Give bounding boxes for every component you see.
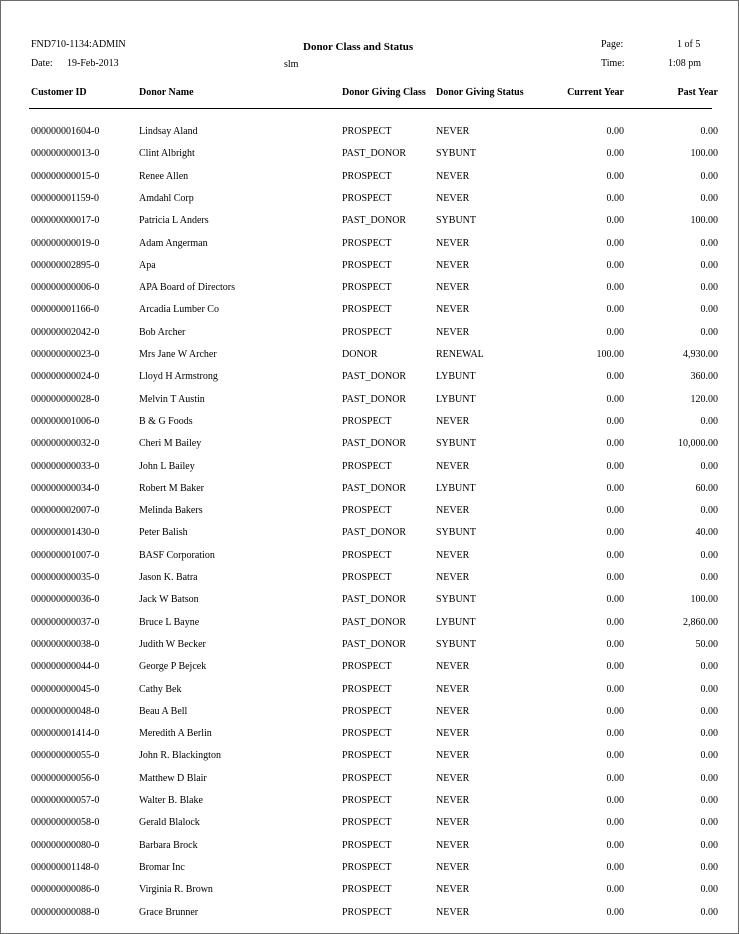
- donor-name-cell: Patricia L Anders: [139, 215, 209, 226]
- table-row: [1, 684, 738, 698]
- table-row: [1, 795, 738, 809]
- giving-class-cell: PROSPECT: [342, 661, 392, 672]
- donor-name-cell: Walter B. Blake: [139, 795, 203, 806]
- giving-status-cell: LYBUNT: [436, 371, 476, 382]
- giving-class-cell: PAST_DONOR: [342, 617, 407, 628]
- table-row: [1, 148, 738, 162]
- current-year-cell: 0.00: [606, 907, 624, 918]
- current-year-cell: 0.00: [606, 550, 624, 561]
- current-year-cell: 0.00: [606, 862, 624, 873]
- giving-class-cell: PROSPECT: [342, 840, 392, 851]
- giving-class-cell: PROSPECT: [342, 884, 392, 895]
- past-year-cell: 100.00: [690, 215, 718, 226]
- customer-id-cell: 000000000034-0: [31, 483, 100, 494]
- current-year-cell: 0.00: [606, 215, 624, 226]
- giving-status-cell: NEVER: [436, 193, 470, 204]
- customer-id-cell: 000000001007-0: [31, 550, 100, 561]
- page-number: 1 of 5: [677, 39, 701, 50]
- past-year-cell: 40.00: [695, 527, 718, 538]
- table-row: [1, 773, 738, 787]
- giving-status-cell: NEVER: [436, 661, 470, 672]
- table-row: [1, 862, 738, 876]
- donor-name-cell: Jack W Batson: [139, 594, 199, 605]
- time-label: Time:: [601, 58, 625, 69]
- current-year-cell: 0.00: [606, 639, 624, 650]
- page-label: Page:: [601, 39, 624, 50]
- donor-name-cell: Cathy Bek: [139, 684, 182, 695]
- giving-status-cell: NEVER: [436, 907, 470, 918]
- past-year-cell: 0.00: [700, 416, 718, 427]
- giving-status-cell: SYBUNT: [436, 527, 477, 538]
- table-row: [1, 416, 738, 430]
- customer-id-cell: 000000000035-0: [31, 572, 100, 583]
- giving-status-cell: NEVER: [436, 728, 470, 739]
- giving-status-cell: NEVER: [436, 862, 470, 873]
- current-year-cell: 0.00: [606, 148, 624, 159]
- giving-class-cell: PROSPECT: [342, 862, 392, 873]
- customer-id-cell: 000000001166-0: [31, 304, 99, 315]
- customer-id-cell: 000000000037-0: [31, 617, 100, 628]
- past-year-cell: 0.00: [700, 282, 718, 293]
- table-row: [1, 840, 738, 854]
- donor-name-cell: Grace Brunner: [139, 907, 199, 918]
- donor-name-cell: Bruce L Bayne: [139, 617, 200, 628]
- past-year-cell: 0.00: [700, 572, 718, 583]
- customer-id-cell: 000000002042-0: [31, 327, 100, 338]
- report-user: slm: [284, 59, 299, 70]
- customer-id-cell: 000000000015-0: [31, 171, 100, 182]
- giving-status-cell: NEVER: [436, 773, 470, 784]
- giving-status-cell: SYBUNT: [436, 215, 477, 226]
- table-row: [1, 572, 738, 586]
- current-year-cell: 0.00: [606, 238, 624, 249]
- donor-name-cell: John L Bailey: [139, 461, 195, 472]
- customer-id-cell: 000000002007-0: [31, 505, 100, 516]
- past-year-cell: 100.00: [690, 594, 718, 605]
- giving-class-cell: PAST_DONOR: [342, 148, 407, 159]
- current-year-cell: 0.00: [606, 461, 624, 472]
- giving-class-cell: PROSPECT: [342, 907, 392, 918]
- donor-name-cell: Judith W Becker: [139, 639, 206, 650]
- table-row: [1, 527, 738, 541]
- current-year-cell: 0.00: [606, 126, 624, 137]
- past-year-cell: 0.00: [700, 884, 718, 895]
- current-year-cell: 0.00: [606, 884, 624, 895]
- current-year-cell: 100.00: [596, 349, 624, 360]
- giving-class-cell: PAST_DONOR: [342, 527, 407, 538]
- giving-class-cell: PROSPECT: [342, 304, 392, 315]
- giving-class-cell: PROSPECT: [342, 193, 392, 204]
- donor-name-cell: Clint Albright: [139, 148, 195, 159]
- giving-status-cell: NEVER: [436, 416, 470, 427]
- past-year-cell: 0.00: [700, 795, 718, 806]
- table-row: [1, 639, 738, 653]
- table-row: [1, 505, 738, 519]
- table-row: [1, 171, 738, 185]
- giving-status-cell: NEVER: [436, 171, 470, 182]
- past-year-cell: 50.00: [695, 639, 718, 650]
- past-year-cell: 0.00: [700, 684, 718, 695]
- past-year-cell: 0.00: [700, 126, 718, 137]
- giving-class-cell: PROSPECT: [342, 126, 392, 137]
- giving-class-cell: PAST_DONOR: [342, 394, 407, 405]
- donor-name-cell: Virginia R. Brown: [139, 884, 213, 895]
- table-row: [1, 438, 738, 452]
- giving-class-cell: PAST_DONOR: [342, 371, 407, 382]
- customer-id-cell: 000000000057-0: [31, 795, 100, 806]
- table-row: [1, 817, 738, 831]
- current-year-cell: 0.00: [606, 728, 624, 739]
- table-row: [1, 728, 738, 742]
- donor-name-cell: Renee Allen: [139, 171, 189, 182]
- donor-name-cell: Mrs Jane W Archer: [139, 349, 217, 360]
- customer-id-cell: 000000000032-0: [31, 438, 100, 449]
- current-year-cell: 0.00: [606, 505, 624, 516]
- past-year-cell: 4,930.00: [683, 349, 718, 360]
- past-year-cell: 0.00: [700, 505, 718, 516]
- current-year-cell: 0.00: [606, 394, 624, 405]
- current-year-cell: 0.00: [606, 327, 624, 338]
- giving-class-cell: PROSPECT: [342, 773, 392, 784]
- table-row: [1, 327, 738, 341]
- giving-class-cell: PROSPECT: [342, 550, 392, 561]
- donor-name-cell: Apa: [139, 260, 156, 271]
- past-year-cell: 0.00: [700, 706, 718, 717]
- current-year-cell: 0.00: [606, 171, 624, 182]
- giving-class-cell: PAST_DONOR: [342, 483, 407, 494]
- giving-class-cell: PROSPECT: [342, 260, 392, 271]
- customer-id-cell: 000000000056-0: [31, 773, 100, 784]
- customer-id-cell: 000000000045-0: [31, 684, 100, 695]
- current-year-cell: 0.00: [606, 773, 624, 784]
- giving-class-cell: PROSPECT: [342, 795, 392, 806]
- giving-status-cell: LYBUNT: [436, 617, 476, 628]
- current-year-cell: 0.00: [606, 594, 624, 605]
- current-year-cell: 0.00: [606, 193, 624, 204]
- customer-id-cell: 000000000024-0: [31, 371, 100, 382]
- customer-id-cell: 000000001414-0: [31, 728, 100, 739]
- giving-class-cell: PROSPECT: [342, 750, 392, 761]
- current-year-cell: 0.00: [606, 840, 624, 851]
- customer-id-cell: 000000000086-0: [31, 884, 100, 895]
- giving-status-cell: LYBUNT: [436, 394, 476, 405]
- table-row: [1, 461, 738, 475]
- customer-id-cell: 000000000028-0: [31, 394, 100, 405]
- customer-id-cell: 000000000038-0: [31, 639, 100, 650]
- date-value: 19-Feb-2013: [67, 58, 119, 69]
- past-year-cell: 10,000.00: [678, 438, 718, 449]
- customer-id-cell: 000000001604-0: [31, 126, 100, 137]
- customer-id-cell: 000000000088-0: [31, 907, 100, 918]
- donor-name-cell: APA Board of Directors: [139, 282, 236, 293]
- giving-status-cell: NEVER: [436, 304, 470, 315]
- customer-id-cell: 000000000055-0: [31, 750, 100, 761]
- donor-name-cell: Melvin T Austin: [139, 394, 205, 405]
- past-year-cell: 0.00: [700, 304, 718, 315]
- donor-name-cell: Matthew D Blair: [139, 773, 207, 784]
- current-year-cell: 0.00: [606, 750, 624, 761]
- table-row: [1, 907, 738, 921]
- past-year-cell: 0.00: [700, 327, 718, 338]
- customer-id-cell: 000000000006-0: [31, 282, 100, 293]
- giving-status-cell: SYBUNT: [436, 594, 477, 605]
- giving-class-cell: DONOR: [342, 349, 378, 360]
- customer-id-cell: 000000000080-0: [31, 840, 100, 851]
- current-year-cell: 0.00: [606, 371, 624, 382]
- donor-name-cell: Meredith A Berlin: [139, 728, 212, 739]
- past-year-cell: 120.00: [690, 394, 718, 405]
- table-row: [1, 238, 738, 252]
- giving-status-cell: NEVER: [436, 505, 470, 516]
- donor-name-cell: Barbara Brock: [139, 840, 198, 851]
- giving-class-cell: PROSPECT: [342, 171, 392, 182]
- giving-class-cell: PROSPECT: [342, 572, 392, 583]
- past-year-cell: 60.00: [695, 483, 718, 494]
- giving-status-cell: NEVER: [436, 260, 470, 271]
- customer-id-cell: 000000000044-0: [31, 661, 100, 672]
- table-row: [1, 304, 738, 318]
- giving-status-cell: NEVER: [436, 706, 470, 717]
- giving-status-cell: SYBUNT: [436, 639, 477, 650]
- past-year-cell: 0.00: [700, 750, 718, 761]
- giving-status-cell: NEVER: [436, 684, 470, 695]
- table-row: [1, 260, 738, 274]
- past-year-cell: 0.00: [700, 171, 718, 182]
- giving-status-cell: NEVER: [436, 840, 470, 851]
- date-label: Date:: [31, 58, 53, 69]
- donor-name-cell: Bromar Inc: [139, 862, 185, 873]
- giving-status-cell: NEVER: [436, 126, 470, 137]
- giving-status-cell: NEVER: [436, 817, 470, 828]
- customer-id-cell: 000000000033-0: [31, 461, 100, 472]
- table-row: [1, 193, 738, 207]
- donor-name-cell: Robert M Baker: [139, 483, 204, 494]
- giving-class-cell: PROSPECT: [342, 728, 392, 739]
- current-year-cell: 0.00: [606, 817, 624, 828]
- donor-name-cell: Amdahl Corp: [139, 193, 194, 204]
- current-year-cell: 0.00: [606, 260, 624, 271]
- column-header-donor-name: Donor Name: [139, 87, 194, 98]
- giving-status-cell: LYBUNT: [436, 483, 476, 494]
- customer-id-cell: 000000001148-0: [31, 862, 99, 873]
- donor-name-cell: Melinda Bakers: [139, 505, 203, 516]
- customer-id-cell: 000000001430-0: [31, 527, 100, 538]
- current-year-cell: 0.00: [606, 572, 624, 583]
- past-year-cell: 0.00: [700, 773, 718, 784]
- giving-status-cell: NEVER: [436, 461, 470, 472]
- current-year-cell: 0.00: [606, 684, 624, 695]
- giving-status-cell: NEVER: [436, 282, 470, 293]
- giving-class-cell: PAST_DONOR: [342, 594, 407, 605]
- customer-id-cell: 000000001159-0: [31, 193, 99, 204]
- time-value: 1:08 pm: [668, 58, 702, 69]
- column-header-giving-class: Donor Giving Class: [342, 87, 426, 98]
- customer-id-cell: 000000000013-0: [31, 148, 100, 159]
- customer-id-cell: 000000000023-0: [31, 349, 100, 360]
- past-year-cell: 0.00: [700, 661, 718, 672]
- giving-status-cell: NEVER: [436, 550, 470, 561]
- giving-class-cell: PROSPECT: [342, 282, 392, 293]
- current-year-cell: 0.00: [606, 416, 624, 427]
- table-row: [1, 661, 738, 675]
- current-year-cell: 0.00: [606, 661, 624, 672]
- giving-class-cell: PROSPECT: [342, 706, 392, 717]
- past-year-cell: 0.00: [700, 907, 718, 918]
- table-row: [1, 483, 738, 497]
- giving-status-cell: NEVER: [436, 238, 470, 249]
- donor-name-cell: BASF Corporation: [139, 550, 215, 561]
- customer-id-cell: 000000001006-0: [31, 416, 100, 427]
- column-header-past-year: Past Year: [677, 87, 718, 98]
- giving-class-cell: PROSPECT: [342, 505, 392, 516]
- current-year-cell: 0.00: [606, 282, 624, 293]
- giving-class-cell: PAST_DONOR: [342, 639, 407, 650]
- table-row: [1, 550, 738, 564]
- table-row: [1, 594, 738, 608]
- donor-name-cell: Peter Balish: [139, 527, 188, 538]
- past-year-cell: 0.00: [700, 817, 718, 828]
- table-row: [1, 282, 738, 296]
- giving-class-cell: PROSPECT: [342, 238, 392, 249]
- past-year-cell: 0.00: [700, 862, 718, 873]
- past-year-cell: 0.00: [700, 728, 718, 739]
- giving-status-cell: NEVER: [436, 750, 470, 761]
- donor-name-cell: George P Bejcek: [139, 661, 207, 672]
- current-year-cell: 0.00: [606, 795, 624, 806]
- table-row: [1, 371, 738, 385]
- giving-status-cell: NEVER: [436, 884, 470, 895]
- donor-name-cell: Bob Archer: [139, 327, 186, 338]
- donor-name-cell: Lloyd H Armstrong: [139, 371, 218, 382]
- giving-class-cell: PROSPECT: [342, 817, 392, 828]
- header-divider: [29, 108, 712, 109]
- giving-status-cell: SYBUNT: [436, 438, 477, 449]
- past-year-cell: 360.00: [690, 371, 718, 382]
- giving-class-cell: PROSPECT: [342, 327, 392, 338]
- customer-id-cell: 000000000048-0: [31, 706, 100, 717]
- customer-id-cell: 000000002895-0: [31, 260, 100, 271]
- donor-name-cell: Adam Angerman: [139, 238, 208, 249]
- past-year-cell: 0.00: [700, 840, 718, 851]
- current-year-cell: 0.00: [606, 438, 624, 449]
- table-row: [1, 617, 738, 631]
- donor-name-cell: Lindsay Aland: [139, 126, 198, 137]
- giving-class-cell: PAST_DONOR: [342, 215, 407, 226]
- table-row: [1, 215, 738, 229]
- column-header-customer-id: Customer ID: [31, 87, 87, 98]
- giving-class-cell: PROSPECT: [342, 461, 392, 472]
- giving-status-cell: RENEWAL: [436, 349, 484, 360]
- report-title: Donor Class and Status: [303, 41, 414, 53]
- giving-status-cell: NEVER: [436, 572, 470, 583]
- past-year-cell: 0.00: [700, 260, 718, 271]
- customer-id-cell: 000000000019-0: [31, 238, 100, 249]
- table-row: [1, 884, 738, 898]
- past-year-cell: 100.00: [690, 148, 718, 159]
- table-row: [1, 706, 738, 720]
- table-row: [1, 126, 738, 140]
- past-year-cell: 0.00: [700, 193, 718, 204]
- customer-id-cell: 000000000036-0: [31, 594, 100, 605]
- past-year-cell: 0.00: [700, 461, 718, 472]
- giving-class-cell: PAST_DONOR: [342, 438, 407, 449]
- customer-id-cell: 000000000058-0: [31, 817, 100, 828]
- giving-status-cell: NEVER: [436, 327, 470, 338]
- current-year-cell: 0.00: [606, 617, 624, 628]
- donor-name-cell: Gerald Blalock: [139, 817, 200, 828]
- donor-name-cell: Cheri M Bailey: [139, 438, 202, 449]
- donor-name-cell: Arcadia Lumber Co: [139, 304, 219, 315]
- past-year-cell: 2,860.00: [683, 617, 718, 628]
- table-row: [1, 394, 738, 408]
- giving-status-cell: SYBUNT: [436, 148, 477, 159]
- current-year-cell: 0.00: [606, 304, 624, 315]
- giving-status-cell: NEVER: [436, 795, 470, 806]
- customer-id-cell: 000000000017-0: [31, 215, 100, 226]
- past-year-cell: 0.00: [700, 238, 718, 249]
- column-header-giving-status: Donor Giving Status: [436, 87, 524, 98]
- giving-class-cell: PROSPECT: [342, 684, 392, 695]
- column-header-current-year: Current Year: [567, 87, 624, 98]
- donor-name-cell: Beau A Bell: [139, 706, 188, 717]
- current-year-cell: 0.00: [606, 706, 624, 717]
- donor-name-cell: John R. Blackington: [139, 750, 221, 761]
- past-year-cell: 0.00: [700, 550, 718, 561]
- report-code: FND710-1134:ADMIN: [31, 39, 126, 50]
- current-year-cell: 0.00: [606, 527, 624, 538]
- donor-name-cell: Jason K. Batra: [139, 572, 198, 583]
- donor-name-cell: B & G Foods: [139, 416, 193, 427]
- table-row: [1, 349, 738, 363]
- current-year-cell: 0.00: [606, 483, 624, 494]
- table-row: [1, 750, 738, 764]
- giving-class-cell: PROSPECT: [342, 416, 392, 427]
